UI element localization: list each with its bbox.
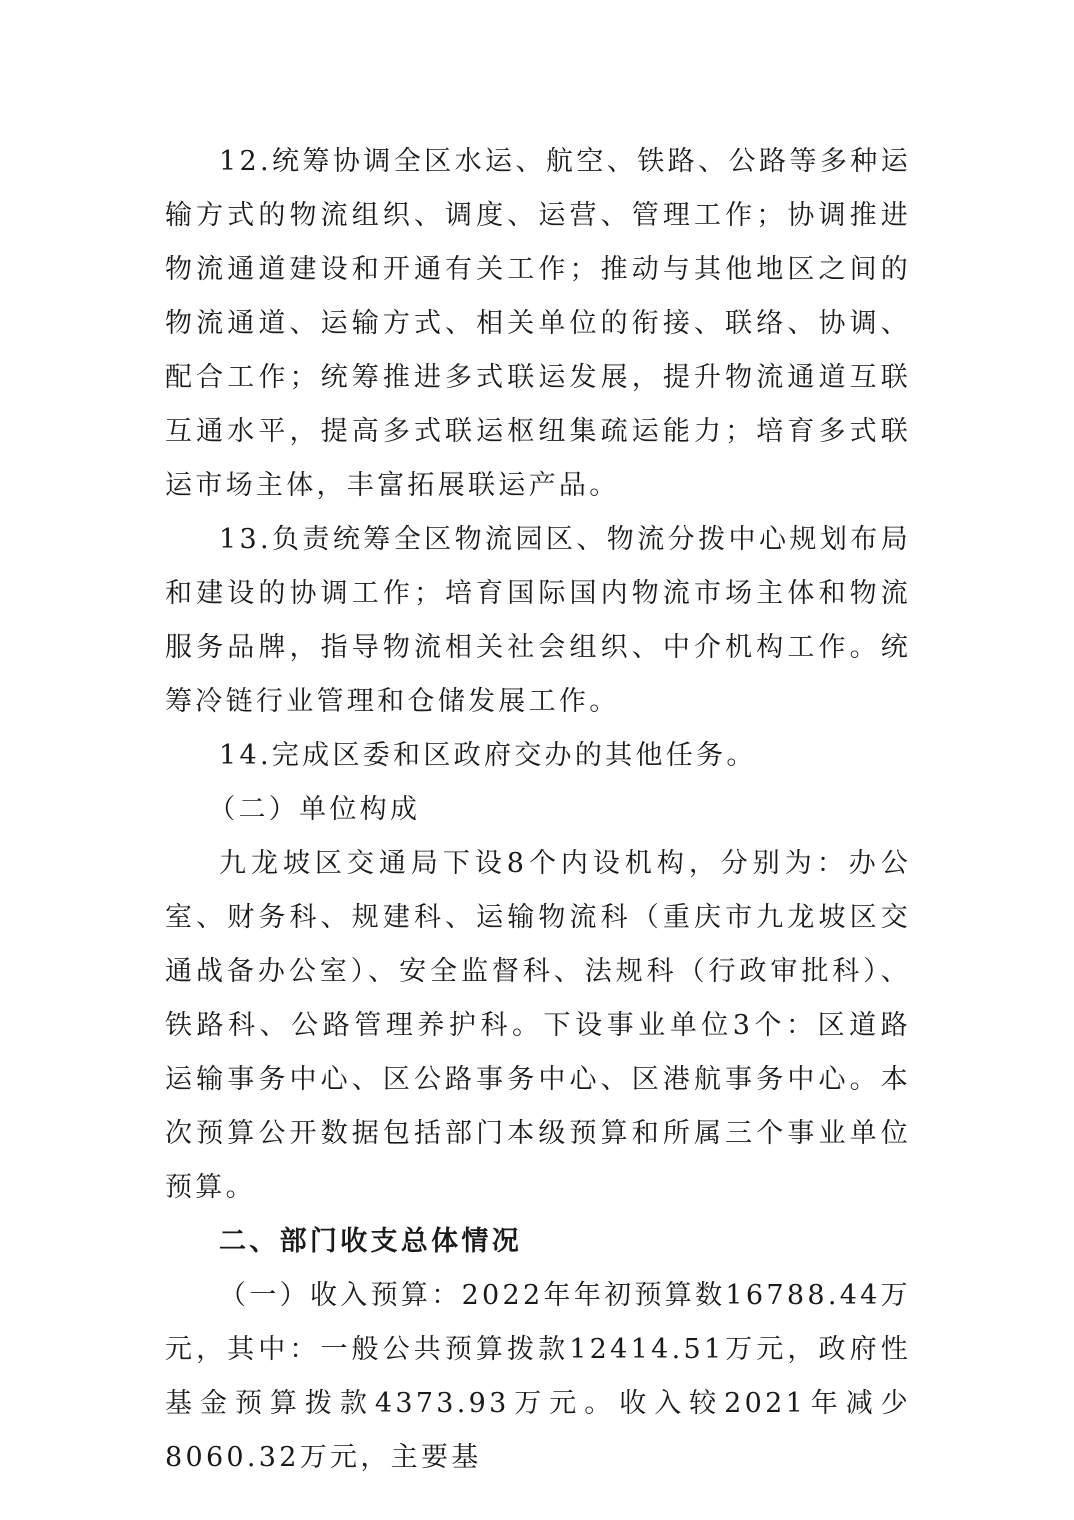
- paragraph-unit-composition: 九龙坡区交通局下设8个内设机构，分别为：办公室、财务科、规建科、运输物流科（重庆市九龙坡区交通战备办公室）、安全监督科、法规科（行政审批科）、铁路科、公路管理养护科。下设事业单位3个：区道路运输事务中心、区公路事务中心、区港航事务中心。本次预算公开数据包括部门本级预算和所属三个事业单位预算。: [165, 848, 911, 1203]
- paragraph-item-12: 12.统筹协调全区水运、航空、铁路、公路等多种运输方式的物流组织、调度、运营、管理工作；协调推进物流通道建设和开通有关工作；推动与其他地区之间的物流通道、运输方式、相关单位的衔接、联络、协调、配合工作；统筹推进多式联运发展，提升物流通道互联互通水平，提高多式联运枢纽集疏运能力；培育多式联运市场主体，丰富拓展联运产品。: [165, 146, 911, 501]
- paragraph-item-13: 13.负责统筹全区物流园区、物流分拨中心规划布局和建设的协调工作；培育国际国内物流市场主体和物流服务品牌，指导物流相关社会组织、中介机构工作。统筹冷链行业管理和仓储发展工作。: [165, 524, 911, 717]
- paragraph-item-14: 14.完成区委和区政府交办的其他任务。: [219, 740, 757, 771]
- paragraph-income-budget: （一）收入预算：2022年年初预算数16788.44万元，其中：一般公共预算拨款12414.51万元，政府性基金预算拨款4373.93万元。收入较2021年减少8060.32万元，主要基: [165, 1280, 911, 1473]
- heading-budget-overview: 二、部门收支总体情况: [219, 1226, 522, 1257]
- document-body: [165, 135, 911, 1485]
- section-title-unit-composition: （二）单位构成: [208, 794, 421, 825]
